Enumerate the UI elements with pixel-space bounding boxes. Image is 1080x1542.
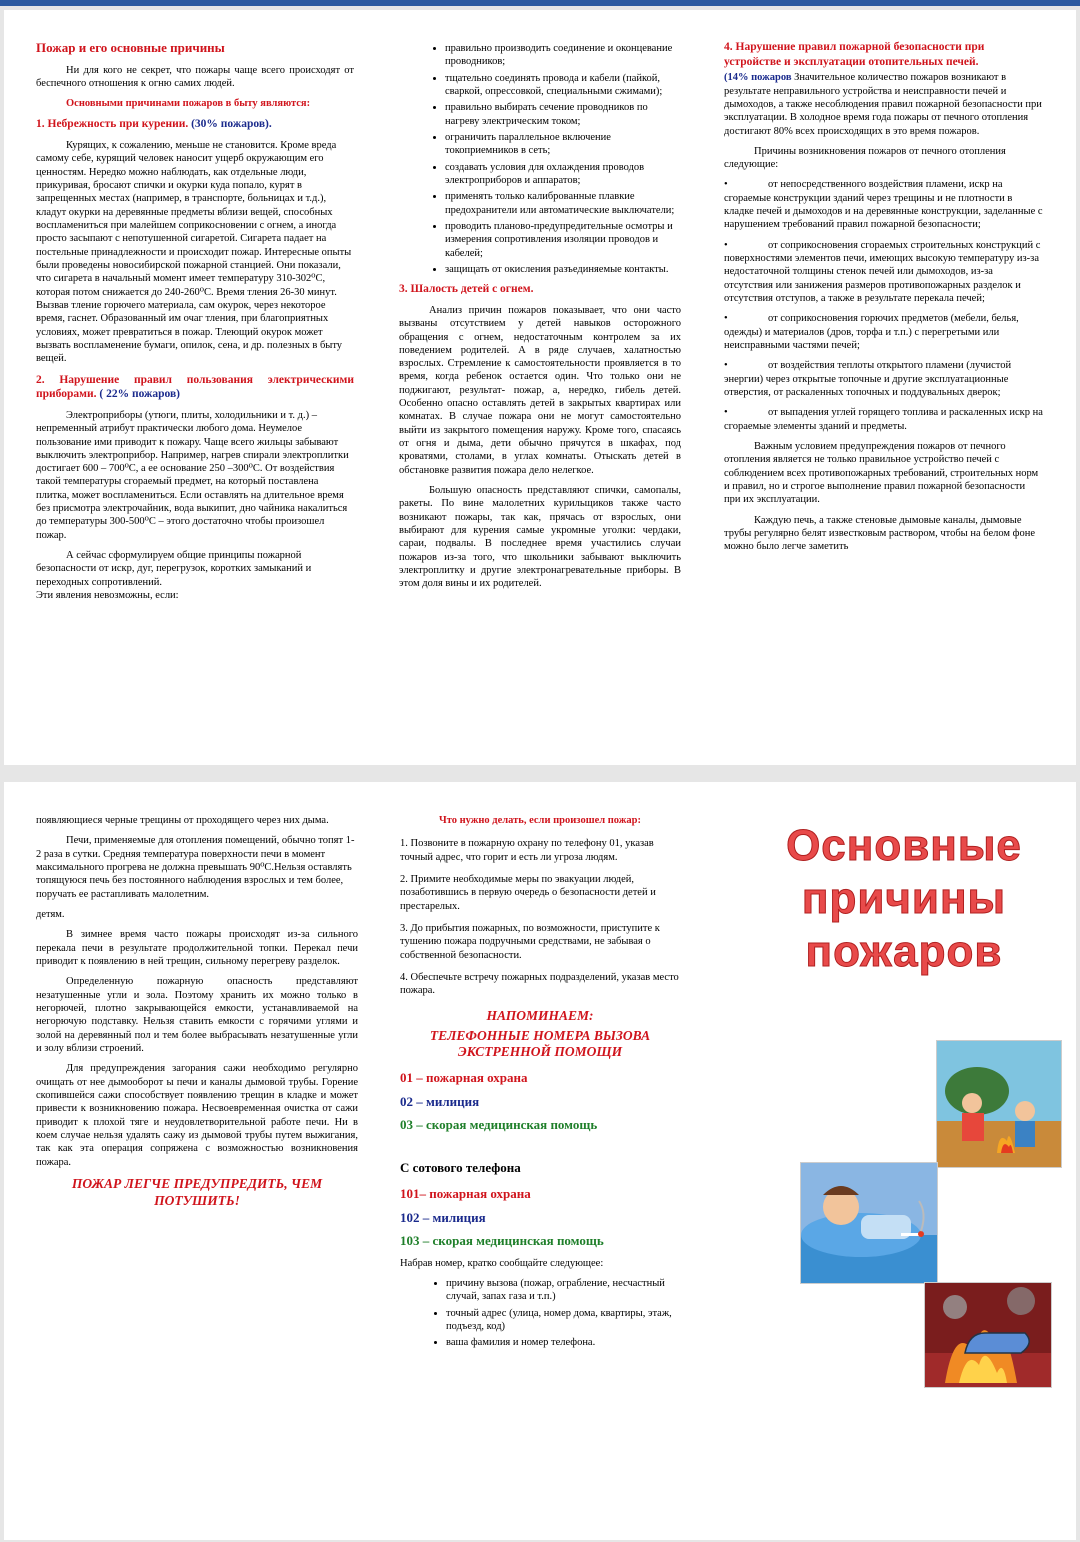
list-item: • применять только калиброванные плавкие предохранители или автоматические выключатели; <box>445 190 681 217</box>
list-item: • от непосредственного воздействия пламени, искр на сгораемые конструкции зданий через трещины и не плотности в кладке печей и дымоходов и на деревянные конструкции, заделанные с нарушением требований правил пожарной безопасности; <box>724 179 1043 231</box>
page2-column-2 <box>400 814 680 1356</box>
brochure-title: Основные причины пожаров <box>786 821 1022 976</box>
list-item: 3. До прибытия пожарных, по возможности, приступите к тушению пожара подручными средствами, не забывая о собственной безопасности. <box>400 922 660 961</box>
cause3-paragraph-2: Большую опасность представляют спички, самопалы, ракеты. По вине малолетних курильщиков также часто возникают пожары, так как, прячась от взрослых, они выбирают для курения самые укромные уголки: чердаки, сараи, подвалы. В последнее время участились случаи пожаров из-за того, что школьники забывают выключить электроплитку и другие электронагревательные приборы. В этом доля вины и их родителей. <box>399 485 681 590</box>
phone-fire: 01 – пожарная охрана <box>400 1070 528 1086</box>
man-sleeping-with-cigarette-icon <box>800 1162 938 1284</box>
iron-on-fire-icon <box>924 1282 1052 1388</box>
list-item: • точный адрес (улица, номер дома, квартиры, этаж, подъезд, код) <box>446 1307 680 1334</box>
children-playing-with-fire-icon <box>936 1040 1062 1168</box>
list-item: • от выпадения углей горящего топлива и раскаленных искр на сгораемые элементы зданий и предметы. <box>724 407 1043 432</box>
cause2-heading: 2. Нарушение правил пользования электрическими приборами. ( 22% пожаров) <box>36 373 354 401</box>
page-2 <box>4 782 1076 1540</box>
slogan: ПОЖАР ЛЕГЧЕ ПРЕДУПРЕДИТЬ, ЧЕМ ПОТУШИТЬ! <box>71 1175 323 1208</box>
page1-column-1 <box>36 40 354 609</box>
list-item: • правильно производить соединение и оконцевание проводников; <box>445 42 681 69</box>
cause4-text: (14% пожаров Значительное количество пожаров возникают в результате неправильного устройства и неисправности печей и дымоходов, а также несоблюдения правил пожарной безопасности при эксплуатации. В холодное время года пожары от печного отопления достигают 80% всех происходящих в это время пожаров. <box>724 72 1042 137</box>
brochure-heading: Пожар и его основные причины <box>36 40 225 55</box>
intro-paragraph: Ни для кого не секрет, что пожары чаще всего происходят от беспечного отношения к огню самих людей. <box>36 64 354 89</box>
bullet-icon: • <box>724 313 728 325</box>
list-item: • от соприкосновения сгораемых строительных конструкций с поверхностями элементов печи, имеющих высокую температуру из-за недостаточной толщины стенок печей или дымоходов, из-за отсутствия или занижения размеров противопожарных разделок и отсутствия отступов, а также в результате перекала печей; <box>724 239 1041 305</box>
cause3-heading: 3. Шалость детей с огнем. <box>399 283 534 296</box>
phone-ambulance: 03 – скорая медицинская помощь <box>400 1117 598 1133</box>
bullet-icon: • <box>724 407 728 419</box>
list-item: • проводить планово-предупредительные осмотры и измерения сопротивления изоляции проводов и кабелей; <box>445 220 681 260</box>
mobile-phone-ambulance: 103 – скорая медицинская помощь <box>400 1233 604 1249</box>
cracks-text: появляющиеся черные трещины от проходящего через них дыма. <box>36 815 329 826</box>
bullet-icon: • <box>724 360 728 372</box>
list-item: • от соприкосновения горючих предметов (мебели, белья, одежды) и материалов (дров, торфа и т.п.) с перегретыми или неисправными частями печей; <box>724 313 1019 352</box>
page2-column-1 <box>36 814 358 1217</box>
page1-column-3 <box>724 40 1044 561</box>
list-item: • от воздействия теплоты открытого пламени (лучистой энергии) через открытые топочные и другие эксплуатационные отверстия, от раскаленных топочных и поддувальных дверок; <box>724 360 1012 399</box>
whitewash-text: Каждую печь, а также стеновые дымовые каналы, дымовые трубы регулярно белят известковым раствором, чтобы на белом фоне можно было легче заметить <box>724 514 1036 553</box>
cause3-paragraph-1: Анализ причин пожаров показывает, что они часто вызваны отсутствием у детей навыков осторожного обращения с огнем, недостаточным контролем за их поведением родителей. А в ряде случаев, халатностью взрослых. Стремление к самостоятельности проявляется в то время, когда ребенок остается один. Что только они не поджигают, результат- пожар, а, нередко, гибель детей. Особенно опасно оставлять детей в закрытых квартирах или комнатах. В случае пожара они не могут самостоятельно выйти из закрытого помещения наружу. Кроме того, спасаясь от огня и дыма, дети обычно прячутся в шкафах, под кроватями, столами, в углах комнаты. Отыскать детей в обстановке развития пожара дело нелегкое. <box>399 304 681 476</box>
list-item: 2. Примите необходимые меры по эвакуации людей, позаботившись в первую очередь о безопасности детей и престарелых. <box>400 873 656 912</box>
list-item: • правильно выбирать сечение проводников по нагреву электрическим током; <box>445 101 681 128</box>
emergency-phones-heading: ТЕЛЕФОННЫЕ НОМЕРА ВЫЗОВА ЭКСТРЕННОЙ ПОМОЩИ <box>429 1027 651 1059</box>
stove-causes-list <box>724 178 1044 433</box>
mobile-heading: С сотового телефона <box>400 1159 521 1175</box>
heating-text: Печи, применяемые для отопления помещений, обычно топят 1-2 раза в сутки. Средняя температура поверхности печи в момент максимального прогрева не должна превышать 90⁰С.Нельзя оставлять топящуюся печь без постоянного наблюдения взрослых и тем более, поручать ее растапливать малолетним. <box>36 835 355 900</box>
bullet-icon: • <box>724 239 728 251</box>
fire-actions-heading: Что нужно делать, если произошел пожар: <box>439 815 641 826</box>
report-items-list <box>400 1277 680 1350</box>
children-word: детям. <box>36 908 65 920</box>
phone-police: 02 – милиция <box>400 1093 480 1109</box>
cause1-heading: 1. Небрежность при курении. (30% пожаров). <box>36 118 272 131</box>
impossible-text: Эти явления невозможны, если: <box>36 590 179 602</box>
mobile-phone-police: 102 – милиция <box>400 1209 486 1225</box>
ashes-text: Определенную пожарную опасность представляют незатушенные угли и зола. Поэтому хранить их можно только в негорючей, плотно закрывающейся емкости, устанавливаемой на негорючую подставку. Нельзя ставить емкости с горячими углями и золой на деревянный пол и тем более выбрасывать незатушенные угли и золу вблизи строений. <box>36 976 358 1054</box>
list-item: • создавать условия для охлаждения проводов электроприборов и аппаратов; <box>445 161 681 188</box>
bullet-icon: • <box>724 179 728 191</box>
wiring-rules-list <box>399 42 681 276</box>
list-item: • ваша фамилия и номер телефона. <box>446 1336 680 1349</box>
stove-causes-intro: Причины возникновения пожаров от печного отопления следующие: <box>724 145 1006 171</box>
winter-text: В зимнее время часто пожары происходят из-за сильного перекала печи в результате продолжительной топки. Перекал печи приводит к появлению в ней трещин, сильному перегреву разделок. <box>36 929 358 967</box>
report-intro: Набрав номер, кратко сообщайте следующее: <box>400 1257 604 1269</box>
main-causes-heading: Основными причинами пожаров в быту являются: <box>66 98 311 110</box>
fire-actions-list <box>400 837 680 997</box>
important-condition-text: Важным условием предупреждения пожаров от печного отопления является не только правильное устройство печей с соблюдением всех противопожарных требований, строительных норм и правил, но и строгое выполнение правил пожарной безопасности при их эксплуатации. <box>724 441 1039 506</box>
list-item: • защищать от окисления разъединяемые контакты. <box>445 263 681 276</box>
page1-column-2 <box>399 42 681 598</box>
cause1-text: Курящих, к сожалению, меньше не становится. Кроме вреда самому себе, курящий человек наносит ущерб окружающим его ценностям. Нередко можно наблюдать, как отдельные люди, прикуривая, бросают спички и окурки куда попало, курят в запрещенных местах (например, в транспорте, больницах и т.д.), кладут окурки на деревянные предметы вблизи вещей, способных воспламениться при малейшем соприкосновении с огнем, а иногда просто засыпают с непотушенной сигаретой. Сигарета падает на постельные принадлежности и происходит пожар. Интересные опыты были проведены новосибирской пожарной станцией. Они показали, что сигарета в начальный момент имеет температуру 310-302⁰С, которая потом снижается до 240-260⁰С. Время тления 26-30 минут. Вызвав тление горючего материала, сам окурок, через некоторое время, гаснет. Образованный им очаг тления, при благоприятных условиях, может превратиться в пожар. Тлеющий окурок может вызвать воспламенение бумаги, опилок, сена, и др. полезных в быту вещей. <box>36 140 352 365</box>
mobile-phone-fire: 101– пожарная охрана <box>400 1186 531 1202</box>
cause2-text: Электроприборы (утюги, плиты, холодильники и т. д.) – непременный атрибут практически любого дома. Неумелое пользование ими приводит к пожару. Чаще всего жильцы забывают выключить электроприбор. Например, нагрев спирали электроплитки достигает 600 – 700⁰С, а ее основание 250 –300⁰С. От воздействия такой температуры сгораемый предмет, на который поставлена плитка, может воспламениться. Если оставлять на длительное время без присмотра электрочайник, вода выкипит, дно чайника накалиться до температуры 300-500⁰С – этого достаточно чтобы произошел пожар. <box>36 409 349 541</box>
page-1 <box>4 10 1076 765</box>
list-item: • ограничить параллельное включение токоприемников в сеть; <box>445 131 681 158</box>
principles-text: А сейчас сформулируем общие принципы пожарной безопасности от искр, дуг, перегрузок, коротких замыканий и переходных сопротивлений. <box>36 550 312 588</box>
list-item: • тщательно соединять провода и кабели (пайкой, сваркой, опрессовкой, специальными сжимами); <box>445 72 681 99</box>
remind-heading: НАПОМИНАЕМ: <box>486 1007 594 1023</box>
soot-text: Для предупреждения загорания сажи необходимо регулярно очищать от нее дымооборот ы печи и каналы дымовой трубы. Горение скопившейся сажи способствует появлению трещин в кладке и может привести к возникновению пожара. Несвоевременная очистка от сажи приводит к плохой тяге и неудовлетворительной работе печи. Ни в коем случае нельзя удалять сажу из дымовой трубы путем выжигания, так как эта операция сопряжена с возможностью возникновения пожара. <box>36 1063 358 1168</box>
list-item: 1. Позвоните в пожарную охрану по телефону 01, указав точный адрес, что горит и есть ли угроза людям. <box>400 838 654 863</box>
list-item: 4. Обеспечьте встречу пожарных подразделений, указав место пожара. <box>400 971 679 997</box>
list-item: • причину вызова (пожар, ограбление, несчастный случай, запах газа и т.п.) <box>446 1277 680 1304</box>
cause4-heading: 4. Нарушение правил пожарной безопасности при устройстве и эксплуатации отопительных печей. <box>724 41 985 68</box>
document-top-bar <box>0 0 1080 6</box>
